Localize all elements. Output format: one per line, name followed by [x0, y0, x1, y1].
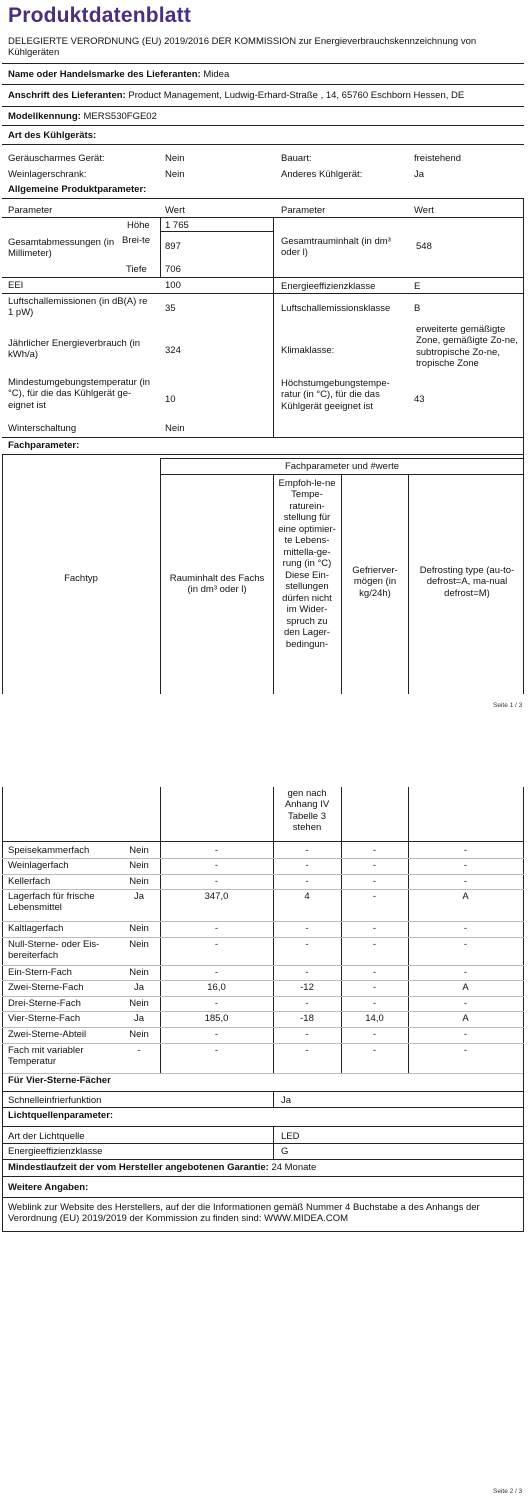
compartment-name: Kaltlagerfach [8, 923, 64, 934]
compartment-volume: 185,0 [204, 1013, 229, 1024]
row-divider [2, 996, 524, 997]
compartment-defrost: A [462, 891, 469, 902]
supplier-label: Name oder Handelsmarke des Lieferanten: [8, 69, 201, 80]
compartment-defrost: - [463, 939, 468, 950]
model-value: MERS530FGE02 [83, 111, 157, 122]
col-compartment-type: Fachtyp [64, 573, 98, 584]
col-defrost-type: Defrosting type (au-to-defrost=A, ma-nual defrost=M) [419, 565, 515, 599]
dim-height-label: Höhe [127, 220, 150, 231]
annual-energy-label: Jährlicher Energieverbrauch (in kWh/a) [8, 338, 141, 361]
compartment-name: Null-Sterne- oder Eis-bereiterfach [8, 939, 100, 962]
col-value-2: Wert [414, 205, 434, 216]
dims-label: Gesamtabmessungen (in Millimeter) [8, 237, 115, 260]
noise-class-value: B [414, 303, 421, 314]
compartment-name: Ein-Stern-Fach [8, 967, 72, 978]
total-volume-label: Gesamtrauminhalt (in dm³ oder l) [281, 236, 391, 259]
page-number-1: Seite 1 / 3 [493, 702, 523, 709]
model-label: Modellkennung: [8, 111, 81, 122]
col-param-2: Parameter [281, 205, 326, 216]
compartment-volume: - [214, 876, 219, 887]
row-divider [2, 874, 524, 875]
compartment-freezing-capacity: - [372, 876, 377, 887]
row-divider [2, 980, 524, 981]
compartment-present: Nein [129, 967, 149, 978]
compartment-temp: 4 [304, 891, 310, 902]
compartment-freezing-capacity: - [372, 982, 377, 993]
col-value-1: Wert [165, 205, 185, 216]
max-temp-value: 43 [414, 394, 425, 405]
compartment-name: Kellerfach [8, 876, 51, 887]
compartment-defrost: - [463, 876, 468, 887]
col-recommended-temp-cont: gen nach Anhang IV Tabelle 3 stehen [284, 788, 330, 834]
dim-width-label: Brei-te [122, 235, 150, 246]
compartment-temp: - [305, 998, 309, 1009]
compartment-name: Fach mit variabler Temperatur [8, 1045, 84, 1068]
winter-label: Winterschaltung [8, 423, 77, 434]
design-type-label: Bauart: [281, 153, 312, 164]
appliance-type-heading: Art des Kühlgeräts: [8, 130, 97, 141]
compartment-freezing-capacity: 14,0 [365, 1013, 384, 1024]
compartment-freezing-capacity: - [372, 1029, 377, 1040]
light-type-label: Art der Lichtquelle [8, 1131, 85, 1142]
col-recommended-temp: Empfoh-le-ne Tempe-raturein-stellung für eine optimier-te Lebens-mittella-ge-rung (in °C) Diese Ein-stellungen dürfen nicht im Wider-spruch zu den Lager-bedingun- [278, 478, 336, 650]
row-divider [2, 1027, 524, 1028]
compartment-present: Ja [133, 891, 145, 902]
min-temp-label: Mindestumgebungstemperatur (in °C), für die das Kühlgerät ge-eignet ist [8, 377, 151, 411]
row-divider [2, 889, 524, 890]
compartment-present: - [137, 1045, 141, 1056]
compartment-defrost: - [463, 1045, 468, 1056]
warranty-row [8, 1162, 316, 1173]
page-number-2: Seite 2 / 3 [493, 1488, 523, 1495]
compartment-name: Lagerfach für frische Lebensmittel [8, 891, 95, 914]
compartment-name: Vier-Sterne-Fach [8, 1013, 81, 1024]
eei-value: 100 [165, 280, 181, 291]
compartment-volume: - [214, 967, 219, 978]
compartment-temp: -12 [300, 982, 314, 993]
compartment-freezing-capacity: - [372, 967, 377, 978]
regulation-text: DELEGIERTE VERORDNUNG (EU) 2019/2016 DER KOMMISSION zur Energieverbrauchskennzeichnung von Kühlgeräten [8, 36, 477, 59]
quick-freeze-value: Ja [281, 1095, 292, 1106]
col-compartment-volume: Rauminhalt des Fachs (in dm³ oder l) [169, 573, 265, 596]
row-divider [2, 921, 524, 922]
compartment-freezing-capacity: - [372, 1045, 377, 1056]
compartment-defrost: - [463, 1029, 468, 1040]
compartment-present: Nein [129, 923, 149, 934]
compartment-temp: -18 [300, 1013, 314, 1024]
climate-label: Klimaklasse: [281, 345, 335, 356]
compartment-freezing-capacity: - [372, 998, 377, 1009]
compartment-name: Zwei-Sterne-Fach [8, 982, 84, 993]
dim-depth-label: Tiefe [126, 264, 147, 275]
compartment-freezing-capacity: - [372, 860, 377, 871]
compartment-defrost: - [463, 998, 468, 1009]
noise-label: Luftschallemissionen (in dB(A) re 1 pW) [8, 296, 148, 319]
compartment-volume: - [214, 939, 219, 950]
compartment-volume: - [214, 1029, 219, 1040]
row-divider [2, 858, 524, 859]
further-heading: Weitere Angaben: [8, 1182, 89, 1193]
light-type-value: LED [281, 1131, 300, 1142]
compartment-volume: - [214, 998, 219, 1009]
dim-width-value: 897 [165, 241, 181, 252]
compartment-name: Zwei-Sterne-Abteil [8, 1029, 87, 1040]
total-volume-value: 548 [416, 241, 432, 252]
winter-value: Nein [165, 423, 185, 434]
address-label: Anschrift des Lieferanten: [8, 90, 126, 101]
warranty-label: Mindestlaufzeit der vom Hersteller angebotenen Garantie: [8, 1162, 269, 1173]
row-divider [2, 1073, 524, 1074]
model-row [8, 111, 157, 122]
further-text: Weblink zur Website des Herstellers, auf der die Informationen gemäß Nummer 4 Buchstabe a des Anhangs der Verordnung (EU) 2019/2019 der Kommission zu finden sind: WWW.MIDEA.COM [8, 1202, 480, 1225]
compartment-volume: 16,0 [207, 982, 226, 993]
compartment-name: Drei-Sterne-Fach [8, 998, 81, 1009]
compartment-temp: - [305, 860, 309, 871]
row-divider [2, 1011, 524, 1012]
noise-class-label: Luftschallemissionsklasse [281, 303, 391, 314]
min-temp-value: 10 [165, 394, 176, 405]
other-appliance-value: Ja [414, 169, 425, 180]
compartment-present: Ja [133, 1013, 145, 1024]
compartment-temp: - [305, 939, 309, 950]
energy-class-label: Energieeffizienzklasse [281, 281, 376, 292]
compartment-present: Nein [129, 939, 149, 950]
max-temp-label: Höchstumgebungstempe-ratur (in °C), für die das Kühlgerät geeignet ist [281, 378, 390, 412]
compartment-temp: - [305, 923, 309, 934]
compartment-present: Nein [129, 998, 149, 1009]
address-row [8, 90, 464, 101]
compartment-temp: - [305, 876, 309, 887]
light-class-label: Energieeffizienzklasse [8, 1146, 103, 1157]
four-star-heading: Für Vier-Sterne-Fächer [8, 1075, 111, 1086]
compartment-defrost: - [463, 923, 468, 934]
low-noise-label: Geräuscharmes Gerät: [8, 153, 105, 164]
document-title: Produktdatenblatt [8, 4, 192, 27]
compartment-defrost: - [463, 967, 468, 978]
compartment-volume: - [214, 1045, 219, 1056]
address-value: Product Management, Ludwig-Erhard-Straße , 14, 65760 Eschborn Hessen, DE [128, 90, 465, 101]
row-divider [2, 1043, 524, 1044]
compartment-freezing-capacity: - [372, 923, 377, 934]
compartment-temp: - [305, 845, 309, 856]
compartment-temp: - [305, 1045, 309, 1056]
compartment-freezing-capacity: - [372, 845, 377, 856]
compartments-heading: Fachparameter: [8, 440, 80, 451]
supplier-row [8, 69, 229, 80]
compartment-freezing-capacity: - [372, 891, 377, 902]
compartment-defrost: - [463, 845, 468, 856]
climate-value: erweiterte gemäßigte Zone, gemäßigte Zo-ne, subtropische Zo-ne, tropische Zone [416, 324, 518, 370]
compartment-defrost: A [462, 1013, 469, 1024]
design-type-value: freistehend [414, 153, 462, 164]
compartment-name: Speisekammerfach [8, 845, 90, 856]
row-divider [2, 937, 524, 938]
compartment-name: Weinlagerfach [8, 860, 69, 871]
supplier-value: Midea [203, 69, 230, 80]
compartment-present: Nein [129, 860, 149, 871]
wine-storage-label: Weinlagerschrank: [8, 169, 87, 180]
compartment-defrost: - [463, 860, 468, 871]
warranty-value: 24 Monate [271, 1162, 317, 1173]
eei-label: EEI [8, 280, 24, 291]
other-appliance-label: Anderes Kühlgerät: [281, 169, 363, 180]
noise-value: 35 [165, 303, 176, 314]
light-class-value: G [281, 1146, 289, 1157]
col-param-1: Parameter [8, 205, 53, 216]
compartment-volume: - [214, 845, 219, 856]
compartment-present: Nein [129, 876, 149, 887]
col-freezing-capacity: Gefrierver-mögen (in kg/24h) [352, 565, 398, 599]
general-heading: Allgemeine Produktparameter: [8, 184, 147, 195]
compartment-freezing-capacity: - [372, 939, 377, 950]
dim-depth-value: 706 [165, 264, 181, 275]
compartment-present: Nein [129, 845, 149, 856]
energy-class-value: E [414, 281, 421, 292]
compartment-volume: - [214, 860, 219, 871]
compartment-volume: 347,0 [204, 891, 229, 902]
compartment-present: Nein [129, 1029, 149, 1040]
low-noise-value: Nein [165, 153, 185, 164]
annual-energy-value: 324 [165, 345, 181, 356]
compartment-temp: - [305, 967, 309, 978]
row-divider [2, 965, 524, 966]
quick-freeze-label: Schnelleinfrierfunktion [8, 1095, 102, 1106]
compartment-defrost: A [462, 982, 469, 993]
light-heading: Lichtquellenparameter: [8, 1110, 114, 1121]
compartment-volume: - [214, 923, 219, 934]
wine-storage-value: Nein [165, 169, 185, 180]
dim-height-value: 1 765 [165, 220, 189, 231]
compartment-present: Ja [133, 982, 145, 993]
compartment-group-header: Fachparameter und #werte [284, 461, 400, 472]
compartment-temp: - [305, 1029, 309, 1040]
